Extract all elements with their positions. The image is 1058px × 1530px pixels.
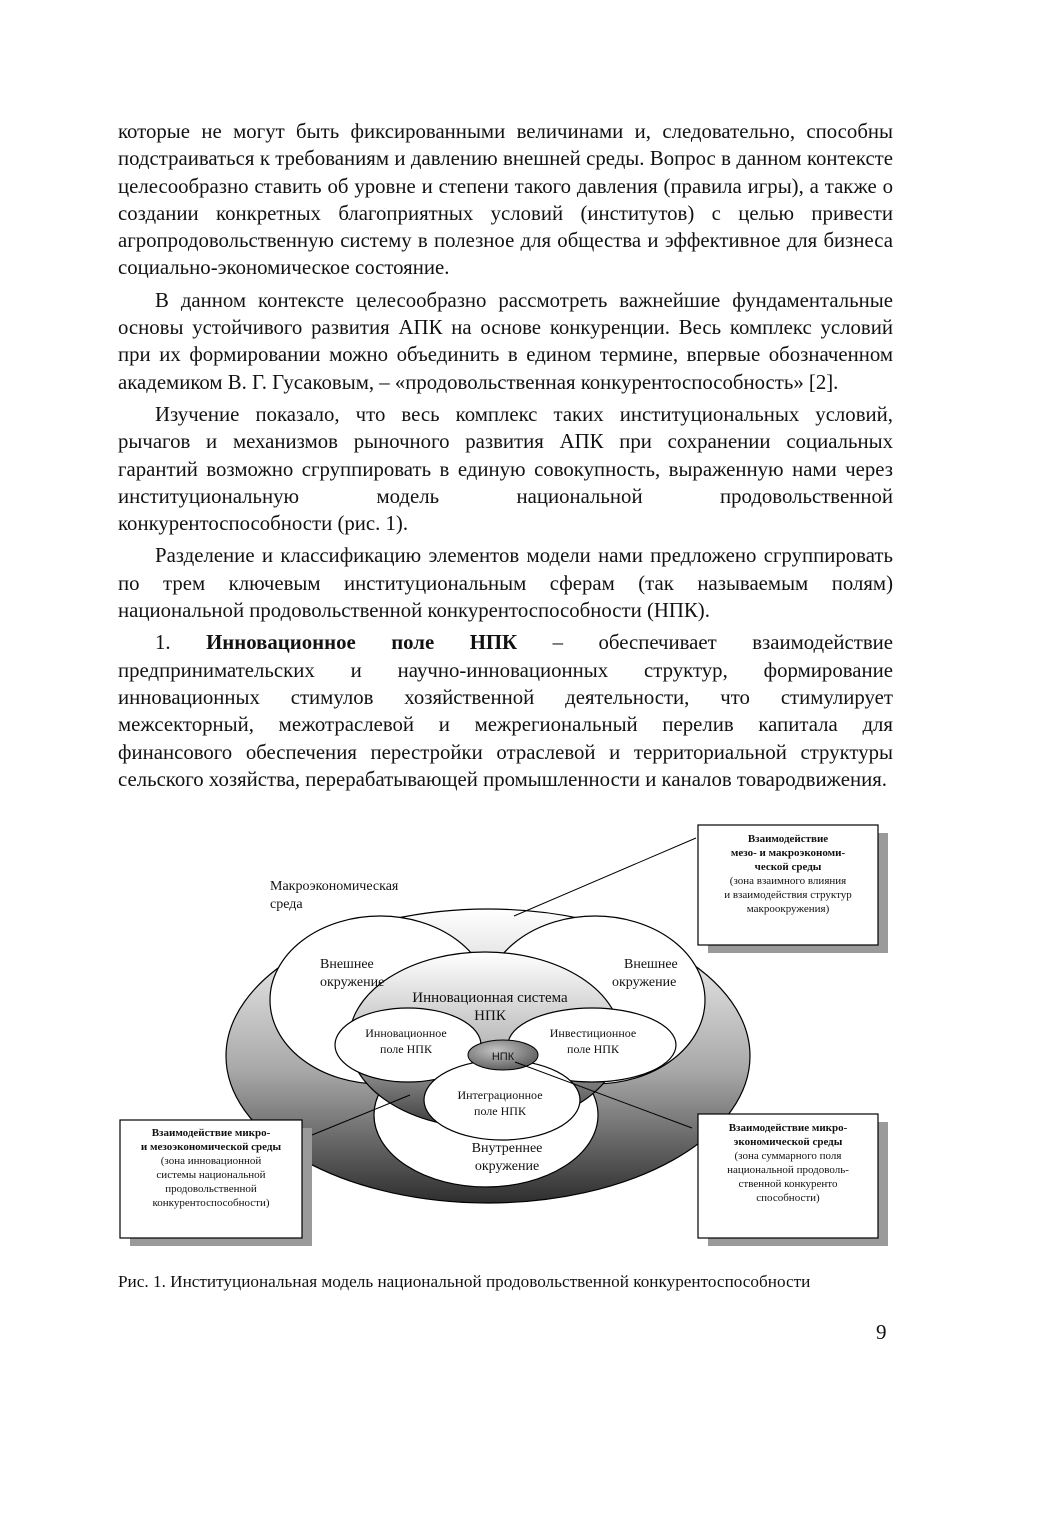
- external-right-line2: окружение: [612, 975, 677, 990]
- integration-field-line2: поле НПК: [474, 1104, 526, 1118]
- internal-line1: Внутреннее: [471, 1141, 543, 1156]
- innovation-system-line2: НПК: [474, 1008, 506, 1024]
- box-top-normal-3: макроокружения): [746, 903, 830, 915]
- investment-field-line1: Инвестиционное: [549, 1026, 637, 1040]
- external-right-line1: Внешнее: [624, 957, 678, 972]
- integration-field-line1: Интеграционное: [457, 1088, 543, 1102]
- box-top-bold-2: мезо- и макроэкономи-: [730, 847, 846, 859]
- body-text: [118, 118, 893, 798]
- connector-top: [514, 838, 696, 916]
- figure-caption: Рис. 1. Институциональная модель национальной продовольственной конкурентоспособности: [118, 1272, 811, 1291]
- external-left-line1: Внешнее: [320, 957, 374, 972]
- box-left-normal-3: продовольственной: [165, 1183, 257, 1195]
- box-top-normal-2: и взаимодействия структур: [724, 889, 852, 901]
- box-left-normal-2: системы национальной: [156, 1169, 266, 1181]
- external-left-line2: окружение: [320, 975, 385, 990]
- innovation-field-line1: Инновационное: [365, 1026, 447, 1040]
- macro-label-line1: Макроэкономическая: [270, 879, 399, 894]
- p5-rest: – обеспечивает взаимодействие предпринимательских и научно-инновационных структур, формирование инновационных стимулов хозяйственной деятельности, что стимулирует межсекторный, межотраслевой и межрегиональный перелив капитала для финансового обеспечения перестройки отраслевой и территориальной структуры сельского хозяйства, перерабатывающей промышленности и каналов товародвижения.: [118, 631, 894, 791]
- box-top-normal-1: (зона взаимного влияния: [729, 875, 847, 887]
- box-right-bold-1: Взаимодействие микро-: [728, 1122, 848, 1134]
- p5-number: 1.: [155, 631, 171, 655]
- npk-core-label: НПК: [491, 1051, 515, 1063]
- box-left-bold-1: Взаимодействие микро-: [151, 1127, 271, 1139]
- page-number: 9: [876, 1320, 887, 1344]
- box-right-bold-2: экономической среды: [733, 1136, 843, 1148]
- paragraph-4: Разделение и классификацию элементов модели нами предложено сгруппировать по трем ключевым институциональным сферам (так называемым полям) национальной продовольственной конкурентоспособности (НПК).: [118, 544, 893, 623]
- macro-label-line2: среда: [270, 897, 303, 912]
- innovation-system-line1: Инновационная система: [412, 990, 568, 1006]
- paragraph-3: Изучение показало, что весь комплекс таких институциональных условий, рычагов и механизмов рыночного развития АПК при сохранении социальных гарантий возможно сгруппировать в единую совокупность, выраженную нами через институциональную модель национальной продовольственной конкурентоспособности (рис. 1).: [118, 402, 893, 536]
- box-left-normal-1: (зона инновационной: [160, 1155, 262, 1167]
- innovation-field-line2: поле НПК: [380, 1042, 432, 1056]
- box-top-bold-1: Взаимодействие: [747, 833, 829, 845]
- institutional-model-diagram: [110, 820, 910, 1250]
- p5-bold-term: Инновационное поле НПК: [206, 631, 518, 655]
- internal-line2: окружение: [474, 1159, 540, 1174]
- paragraph-5: [118, 629, 893, 793]
- box-right-normal-2: национальной продоволь-: [727, 1164, 849, 1176]
- investment-field-line2: поле НПК: [567, 1042, 619, 1056]
- box-top-bold-3: ческой среды: [754, 861, 822, 873]
- box-left-bold-2: и мезоэкономической среды: [140, 1141, 282, 1153]
- paragraph-1: которые не могут быть фиксированными величинами и, следовательно, способны подстраиваться к требованиям и давлению внешней среды. Вопрос в данном контексте целесообразно ставить об уровне и степени такого давления (правила игры), а также о создании конкретных благоприятных условий (институтов) с целью привести агропродовольственную систему в полезное для общества и эффективное для бизнеса социально-экономическое состояние.: [118, 120, 893, 280]
- box-right-normal-3: ственной конкуренто: [738, 1178, 838, 1190]
- box-left-normal-4: конкурентоспособности): [152, 1197, 270, 1209]
- paragraph-2: В данном контексте целесообразно рассмотреть важнейшие фундаментальные основы устойчивого развития АПК на основе конкуренции. Весь комплекс условий при их формировании можно объединить в едином термине, впервые обозначенном академиком В. Г. Гусаковым, – «продовольственная конкурентоспособность» [2].: [118, 288, 893, 394]
- box-right-normal-1: (зона суммарного поля: [734, 1150, 842, 1162]
- box-right-normal-4: способности): [756, 1192, 820, 1204]
